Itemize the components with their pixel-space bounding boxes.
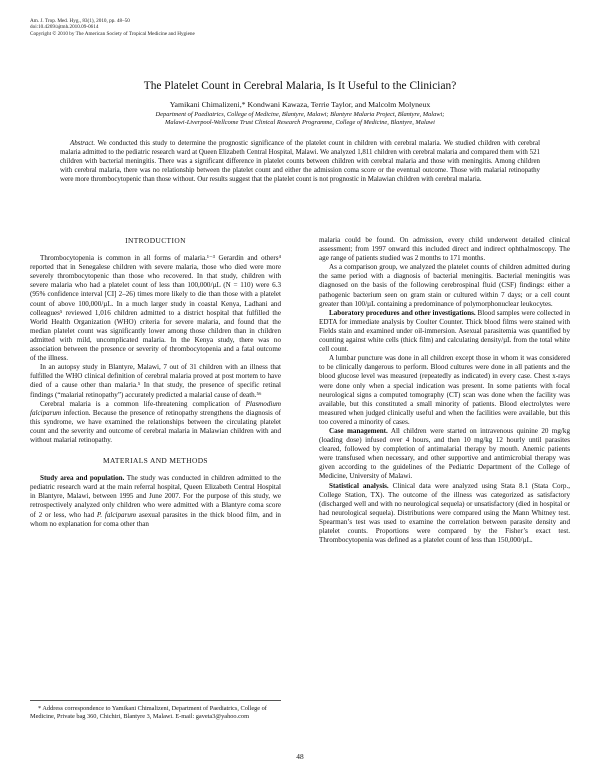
- subheading: Statistical analysis.: [329, 481, 389, 490]
- text-run: infection. Because the presence of retinopathy strengthens the diagnosis of this syndrome, we have examined the relationships between the circulating platelet count and the severity and outcome of cerebral malaria in Malawian children with and without malarial retinopathy.: [30, 408, 281, 444]
- article-title: The Platelet Count in Cerebral Malaria, Is It Useful to the Clinician?: [143, 80, 457, 92]
- page-number: 48: [296, 752, 304, 761]
- abstract-label: Abstract.: [70, 140, 96, 147]
- abstract: [60, 140, 540, 185]
- paragraph: Thrombocytopenia is common in all forms of malaria.¹⁻³ Gerardin and others⁴ reported that in Senegalese children with severe malaria, those who died were more severely thrombocytopenic than those who recovered. In that study, children with severe malaria who had a platelet count of less than 100,000/µL (N = 110) were 6.3 (95% confidence interval [CI] 2–26) times more likely to die than those with a platelet count of above 100,000/µL. In a much larger study in coastal Kenya, Ladhani and colleagues⁵ reviewed 1,016 children admitted to a district hospital that fulfilled the World Health Organization (WHO) criteria for severe malaria, and found that the median platelet count was significantly lower among those children than in children admitted with mild, uncomplicated malaria. In the Kenya study, there was no association between the presence or severity of thrombocytopenia and a fatal outcome of the illness.: [30, 254, 281, 363]
- footnote: [30, 700, 281, 721]
- left-column: [30, 236, 281, 529]
- paragraph: As a comparison group, we analyzed the platelet counts of children admitted during the same period with a diagnosis of bacterial meningitis. Bacterial meningitis was diagnosed on the basis of the following cerebrospinal fluid (CSF) findings: either a pathogenic bacterium seen on gram stain or cultured within 7 days; or a cell count greater than 100/µL containing a predominance of polymorphonuclear leukocytes.: [319, 263, 570, 308]
- affiliation-line: Malawi-Liverpool-Wellcome Trust Clinical Research Programme, College of Medicine, Blantyre, Malawi: [165, 119, 435, 127]
- right-column: [319, 236, 570, 545]
- journal-citation: Am. J. Trop. Med. Hyg., 83(1), 2010, pp. 48–50: [30, 18, 130, 24]
- subheading: Laboratory procedures and other investigations.: [329, 308, 476, 317]
- correspondence-note: * Address correspondence to Yamikani Chimalizeni, Department of Paediatrics, College of Medicine, Private bag 360, Chichiri, Blantyre 3, Malawi. E-mail: gaveta3@yahoo.com: [30, 705, 267, 720]
- journal-header: [30, 18, 195, 37]
- section-heading-methods: MATERIALS AND METHODS: [103, 456, 208, 466]
- text-run: All children were started on intravenous quinine 20 mg/kg (loading dose) infused over 4 hours, and then 10 mg/kg 12 hourly until parasites cleared, followed by completion of antimalarial therapy by mouth. Anemic patients were transfused when necessary, and other supportive and antimicrobial therapy was given according to the guidelines of the Pediatric Department of the College of Medicine, University of Malawi.: [319, 426, 570, 481]
- paragraph: In an autopsy study in Blantyre, Malawi, 7 out of 31 children with an illness that fulfilled the WHO clinical definition of cerebral malaria proved at post mortem to have died of a cause other than malaria.⁵ In that study, the presence of specific retinal findings (“malarial retinopathy”) accurately predicted a malarial cause of death.⁵⁶: [30, 363, 281, 399]
- subheading: Study area and population.: [40, 474, 125, 483]
- affiliations: [60, 111, 540, 128]
- subheading: Case management.: [329, 426, 388, 435]
- text-run: asexual parasites in the thick blood film, and in whom no explanation for coma other than: [30, 510, 281, 528]
- author-list: Yamikani Chimalizeni,* Kondwani Kawaza, Terrie Taylor, and Malcolm Molyneux: [169, 100, 431, 109]
- text-run: Blood samples were collected in EDTA for immediate analysis by Coulter Counter. Thick blood films were stained with Fields stain and examined under oil-immersion. Asexual parasitemia was quantified by counting against white cells (thick film) and calculating density/µL from the total white cell count.: [319, 308, 570, 354]
- copyright: Copyright © 2010 by The American Society of Tropical Medicine and Hygiene: [30, 30, 195, 37]
- affiliation-line: Department of Paediatrics, College of Medicine, Blantyre, Malawi; Blantyre Malaria Project, Blantyre, Malawi;: [155, 111, 445, 118]
- abstract-text: We conducted this study to determine the prognostic significance of the platelet count in children with cerebral malaria. We studied children with cerebral malaria admitted to the pediatric research ward at Queen Elizabeth Central Hospital, Malawi. We analyzed 1,811 children with cerebral malaria and compared them with 521 children with bacterial meningitis. There was a significant difference in platelet counts between children with cerebral malaria and those with meningitis. Among children with cerebral malaria, there was no relationship between the platelet count and either the admission coma score or the eventual outcome. Those with malarial retinopathy were more thrombocytopenic than those without. Our results suggest that the platelet count is not prognostic in Malawian children with cerebral malaria.: [60, 140, 540, 183]
- paragraph: [319, 482, 570, 546]
- text-run: Clinical data were analyzed using Stata 8.1 (Stata Corp., College Station, TX). The outcome of the illness was categorized as satisfactory (discharged well and with no neurological sequela) or unsatisfactory (died in hospital or had neurological sequela). Distributions were compared using the Mann Whitney test. Spearman’s test was used to examine the correlation between parasite density and platelet counts. Proportions were compared by the Fisher’s exact test. Thrombocytopenia was defined as a platelet count of less than 150,000/µL.: [319, 481, 570, 545]
- paragraph: malaria could be found. On admission, every child underwent detailed clinical assessment; from 1997 onward this included direct and indirect ophthalmoscopy. The age range of patients studied was 2 months to 171 months.: [319, 236, 570, 263]
- paragraph: [319, 427, 570, 482]
- text-run: The study was conducted in children admitted to the pediatric research ward at the main referral hospital, Queen Elizabeth Central Hospital in Blantyre, Malawi, between 1995 and June 2007. For the purpose of this study, we retrospectively analyzed only children who were admitted with a Blantyre coma score of 2 or less, who had: [30, 474, 281, 519]
- paragraph: [30, 474, 281, 529]
- species-name: Plasmodium falciparum: [30, 399, 281, 417]
- text-run: Cerebral malaria is a common life-threatening complication of: [40, 399, 246, 408]
- paragraph: [319, 309, 570, 354]
- doi: doi:10.4269/ajtmh.2010.09-0614: [30, 24, 99, 31]
- section-heading-introduction: INTRODUCTION: [125, 236, 186, 245]
- species-name: P. falciparum: [96, 510, 137, 519]
- paragraph: A lumbar puncture was done in all children except those in whom it was considered to be clinically dangerous to perform. Blood cultures were done in all patients and the blood glucose level was measured (repeatedly as indicated) in every case. Chest x-rays were done only when a special indication was present. In some patients with focal neurological signs a computed tomography (CT) scan was done when the facility was available, but this constituted a small minority of patients. Blood electrolytes were measured when judged clinically useful and when the facilities were available, but this too covered a minority of cases.: [319, 354, 570, 426]
- paragraph: [30, 400, 281, 445]
